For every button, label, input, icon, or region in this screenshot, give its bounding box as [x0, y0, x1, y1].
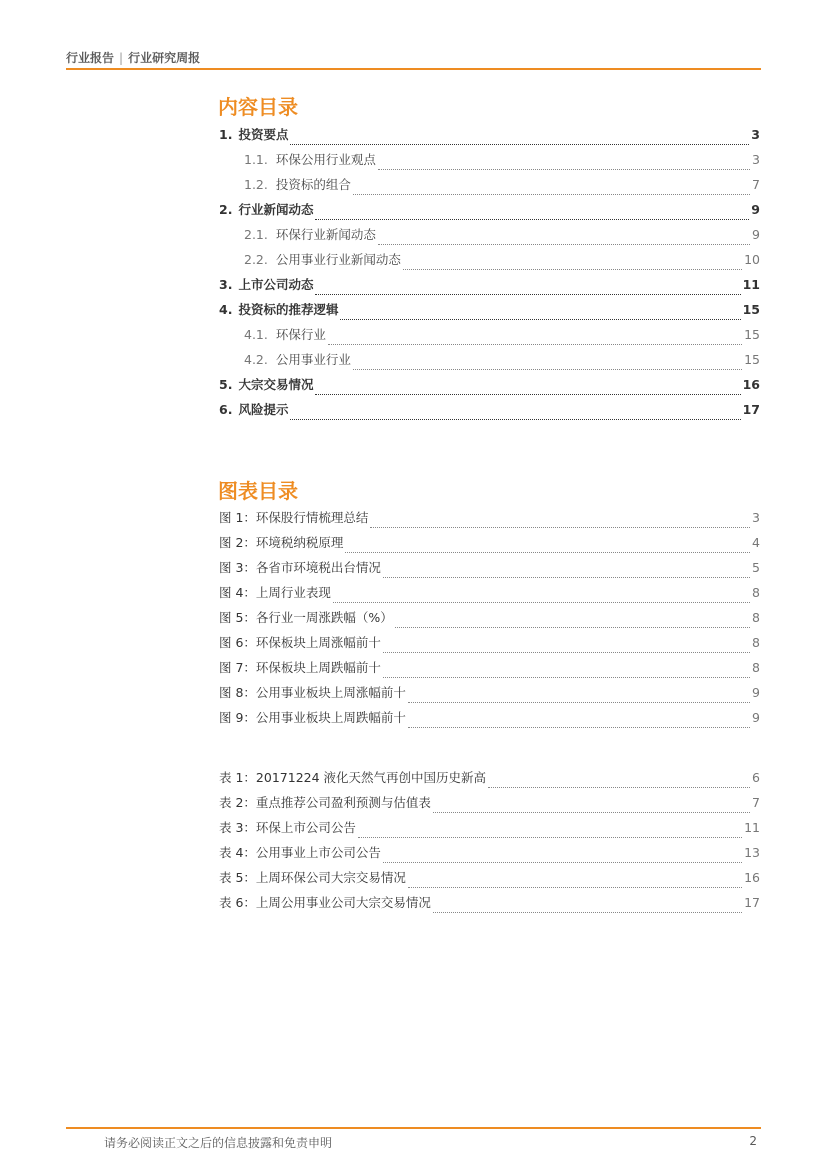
toc-entry-page: 8 — [752, 635, 760, 650]
table-of-contents — [219, 125, 760, 425]
toc-entry-page: 16 — [742, 377, 760, 392]
toc-entry-page: 7 — [752, 177, 760, 192]
toc-entry-title: 表 2：重点推荐公司盈利预测与估值表 — [219, 795, 431, 810]
toc-entry-title: 投资标的组合 — [275, 177, 351, 192]
toc-entry-title: 表 3：环保上市公司公告 — [219, 820, 356, 835]
toc-entry-page: 17 — [744, 895, 760, 910]
toc-entry-page: 8 — [752, 660, 760, 675]
dot-leader — [378, 168, 750, 170]
toc-entry[interactable] — [219, 768, 760, 793]
dot-leader — [403, 268, 742, 270]
toc-entry[interactable] — [219, 225, 760, 250]
toc-entry-number: 4. — [219, 302, 233, 317]
toc-entry[interactable] — [219, 275, 760, 300]
toc-entry-number: 2.2. — [244, 252, 268, 267]
dot-leader — [315, 218, 749, 220]
toc-entry-title: 表 6：上周公用事业公司大宗交易情况 — [219, 895, 431, 910]
toc-entry-title: 图 7：环保板块上周跌幅前十 — [219, 660, 381, 675]
toc-entry-title: 行业新闻动态 — [238, 202, 314, 217]
toc-entry-title: 投资标的推荐逻辑 — [238, 302, 339, 317]
toc-entry-page: 15 — [744, 352, 760, 367]
toc-entry-title: 上市公司动态 — [238, 277, 314, 292]
toc-entry-title: 风险提示 — [238, 402, 289, 417]
dot-leader — [290, 143, 749, 145]
toc-entry-title: 环保行业 — [275, 327, 326, 342]
dot-leader — [433, 811, 750, 813]
toc-entry-number: 2. — [219, 202, 233, 217]
toc-entry-number: 3. — [219, 277, 233, 292]
toc-entry[interactable] — [219, 300, 760, 325]
toc-entry-title: 大宗交易情况 — [238, 377, 314, 392]
dot-leader — [328, 343, 742, 345]
toc-entry[interactable] — [219, 843, 760, 868]
header-rule — [66, 68, 761, 70]
toc-entry[interactable] — [219, 325, 760, 350]
toc-entry[interactable] — [219, 558, 760, 583]
toc-entry-page: 3 — [752, 152, 760, 167]
toc-entry-title: 公用事业行业新闻动态 — [275, 252, 401, 267]
toc-entry-title: 图 2：环境税纳税原理 — [219, 535, 344, 550]
report-type-label: 行业报告 — [66, 51, 115, 65]
dot-leader — [408, 726, 750, 728]
toc-entry[interactable] — [219, 708, 760, 733]
toc-entry[interactable] — [219, 400, 760, 425]
toc-entry-number: 2.1. — [244, 227, 268, 242]
toc-entry-page: 9 — [752, 227, 760, 242]
toc-entry-title: 图 9：公用事业板块上周跌幅前十 — [219, 710, 406, 725]
toc-entry-title: 表 1：20171224 液化天然气再创中国历史新高 — [219, 770, 487, 785]
dot-leader — [488, 786, 750, 788]
dot-leader — [433, 911, 742, 913]
dot-leader — [378, 243, 750, 245]
toc-entry-title: 环保行业新闻动态 — [275, 227, 376, 242]
dot-leader — [315, 393, 740, 395]
dot-leader — [333, 601, 750, 603]
dot-leader — [315, 293, 740, 295]
toc-entry-title: 图 1：环保股行情梳理总结 — [219, 510, 369, 525]
toc-entry-title: 图 8：公用事业板块上周涨幅前十 — [219, 685, 406, 700]
dot-leader — [395, 626, 750, 628]
toc-entry-page: 8 — [752, 610, 760, 625]
toc-entry-number: 6. — [219, 402, 233, 417]
toc-entry-title: 公用事业行业 — [275, 352, 351, 367]
toc-entry-page: 16 — [744, 870, 760, 885]
toc-entry-number: 1.1. — [244, 152, 268, 167]
toc-entry[interactable] — [219, 683, 760, 708]
dot-leader — [340, 318, 740, 320]
toc-entry-page: 3 — [751, 127, 760, 142]
toc-entry[interactable] — [219, 175, 760, 200]
toc-entry-page: 4 — [752, 535, 760, 550]
toc-entry[interactable] — [219, 533, 760, 558]
contents-title: 内容目录 — [218, 95, 298, 119]
dot-leader — [353, 193, 750, 195]
toc-entry-page: 15 — [744, 327, 760, 342]
footer-page-number: 2 — [749, 1134, 757, 1148]
toc-entry[interactable] — [219, 200, 760, 225]
report-header — [66, 49, 761, 66]
toc-entry-number: 1. — [219, 127, 233, 142]
figure-list — [219, 508, 760, 733]
toc-entry[interactable] — [219, 818, 760, 843]
toc-entry-page: 9 — [751, 202, 760, 217]
toc-entry[interactable] — [219, 893, 760, 918]
dot-leader — [383, 861, 742, 863]
toc-entry-title: 表 5：上周环保公司大宗交易情况 — [219, 870, 406, 885]
toc-entry-page: 11 — [744, 820, 760, 835]
dot-leader — [358, 836, 742, 838]
toc-entry[interactable] — [219, 633, 760, 658]
toc-entry-title: 图 5：各行业一周涨跌幅（%） — [219, 610, 393, 625]
toc-entry[interactable] — [219, 150, 760, 175]
toc-entry-page: 3 — [752, 510, 760, 525]
toc-entry-page: 10 — [744, 252, 760, 267]
footer-disclaimer: 请务必阅读正文之后的信息披露和免责申明 — [104, 1136, 333, 1150]
toc-entry[interactable] — [219, 793, 760, 818]
toc-entry-page: 9 — [752, 685, 760, 700]
toc-entry-page: 7 — [752, 795, 760, 810]
footer-rule — [66, 1127, 761, 1129]
toc-entry-page: 6 — [752, 770, 760, 785]
toc-entry-title: 图 4：上周行业表现 — [219, 585, 331, 600]
toc-entry-page: 8 — [752, 585, 760, 600]
dot-leader — [408, 886, 742, 888]
toc-entry[interactable] — [219, 658, 760, 683]
toc-entry-number: 1.2. — [244, 177, 268, 192]
toc-entry[interactable] — [219, 583, 760, 608]
toc-entry-page: 15 — [742, 302, 760, 317]
toc-entry-title: 环保公用行业观点 — [275, 152, 376, 167]
dot-leader — [383, 576, 750, 578]
toc-entry[interactable] — [219, 125, 760, 150]
report-subtype-label: 行业研究周报 — [128, 51, 201, 65]
header-separator: | — [119, 51, 124, 65]
table-list — [219, 768, 760, 918]
dot-leader — [383, 651, 750, 653]
dot-leader — [383, 676, 750, 678]
toc-entry[interactable] — [219, 350, 760, 375]
toc-entry-page: 13 — [744, 845, 760, 860]
toc-entry-number: 4.1. — [244, 327, 268, 342]
toc-entry-number: 4.2. — [244, 352, 268, 367]
toc-entry-page: 17 — [742, 402, 760, 417]
toc-entry[interactable] — [219, 375, 760, 400]
toc-entry-page: 9 — [752, 710, 760, 725]
dot-leader — [345, 551, 750, 553]
dot-leader — [408, 701, 750, 703]
toc-entry[interactable] — [219, 608, 760, 633]
toc-entry-title: 表 4：公用事业上市公司公告 — [219, 845, 381, 860]
toc-entry-page: 5 — [752, 560, 760, 575]
dot-leader — [290, 418, 740, 420]
dot-leader — [353, 368, 742, 370]
toc-entry-title: 投资要点 — [238, 127, 289, 142]
toc-entry[interactable] — [219, 508, 760, 533]
toc-entry[interactable] — [219, 250, 760, 275]
toc-entry-page: 11 — [742, 277, 760, 292]
toc-entry-title: 图 6：环保板块上周涨幅前十 — [219, 635, 381, 650]
dot-leader — [370, 526, 750, 528]
figures-title: 图表目录 — [218, 479, 298, 503]
toc-entry[interactable] — [219, 868, 760, 893]
toc-entry-title: 图 3：各省市环境税出台情况 — [219, 560, 381, 575]
toc-entry-number: 5. — [219, 377, 233, 392]
